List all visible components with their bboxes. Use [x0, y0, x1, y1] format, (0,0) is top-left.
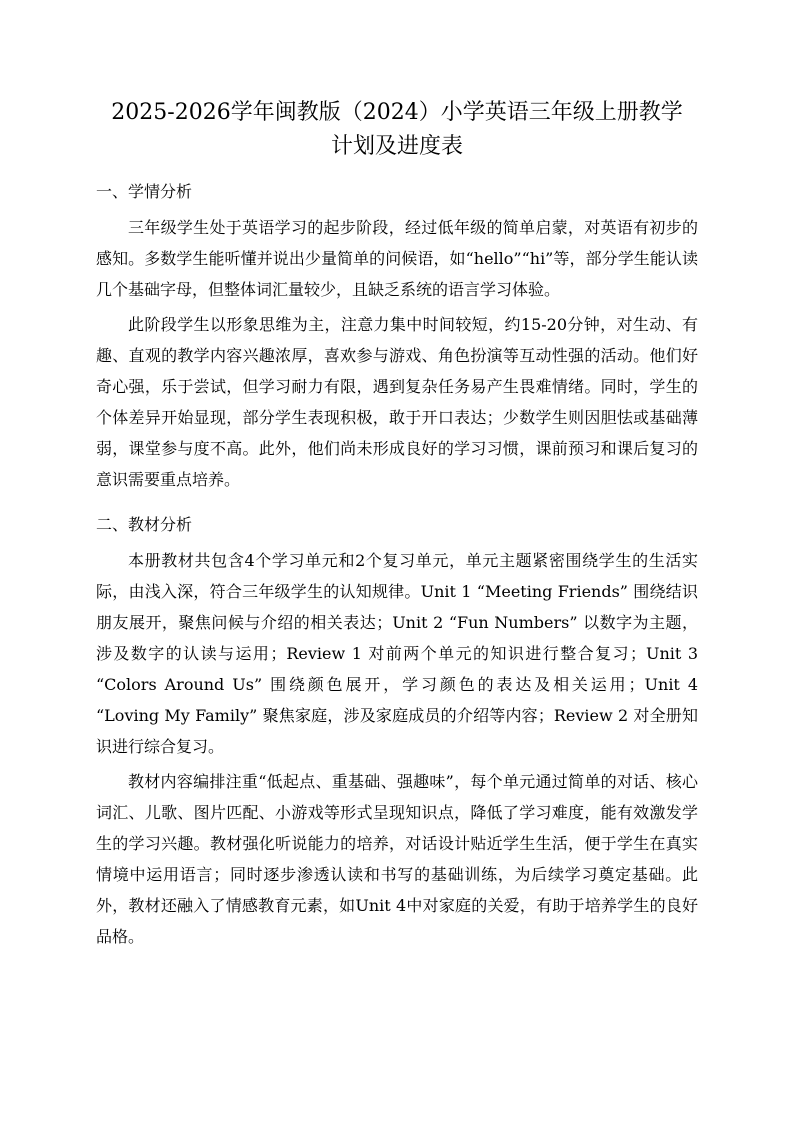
section-heading: 一、学情分析: [96, 182, 193, 201]
section-heading: 二、教材分析: [96, 515, 193, 534]
paragraph: 此阶段学生以形象思维为主，注意力集中时间较短，约15-20分钟，对生动、有趣、直观的教学内容兴趣浓厚，喜欢参与游戏、角色扮演等互动性强的活动。他们好奇心强，乐于尝试，但学习耐力有限，遇到复杂任务易产生畏难情绪。同时，学生的个体差异开始显现，部分学生表现积极，敢于开口表达；少数学生则因胆怯或基础薄弱，课堂参与度不高。此外，他们尚未形成良好的学习习惯，课前预习和课后复习的意识需要重点培养。: [96, 315, 698, 489]
paragraph: 本册教材共包含4个学习单元和2个复习单元，单元主题紧密围绕学生的生活实际，由浅入深，符合三年级学生的认知规律。Unit 1 “Meeting Friends” 围绕结识朋友展开，聚焦问候与介绍的相关表达；Unit 2 “Fun Numbers” 以数字为主题，涉及数字的认读与运用；Review 1 对前两个单元的知识进行整合复习；Unit 3 “Colors Around Us” 围绕颜色展开，学习颜色的表达及相关运用；Unit 4 “Loving My Family” 聚焦家庭，涉及家庭成员的介绍等内容；Review 2 对全册知识进行综合复习。: [96, 551, 698, 756]
title-line-2: 计划及进度表: [330, 134, 463, 159]
document-page: [96, 96, 698, 956]
paragraph: 三年级学生处于英语学习的起步阶段，经过低年级的简单启蒙，对英语有初步的感知。多数学生能听懂并说出少量简单的问候语，如“hello”“hi”等，部分学生能认读几个基础字母，但整体词汇量较少，且缺乏系统的语言学习体验。: [96, 218, 698, 299]
document-title: [96, 96, 698, 164]
section-student-analysis: [96, 180, 698, 495]
paragraph: 教材内容编排注重“低起点、重基础、强趣味”，每个单元通过简单的对话、核心词汇、儿歌、图片匹配、小游戏等形式呈现知识点，降低了学习难度，能有效激发学生的学习兴趣。教材强化听说能力的培养，对话设计贴近学生生活，便于学生在真实情境中运用语言；同时逐步渗透认读和书写的基础训练，为后续学习奠定基础。此外，教材还融入了情感教育元素，如Unit 4中对家庭的关爱，有助于培养学生的良好品格。: [96, 772, 698, 946]
title-line-1: 2025-2026学年闽教版（2024）小学英语三年级上册教学: [111, 100, 683, 125]
section-textbook-analysis: [96, 513, 698, 952]
